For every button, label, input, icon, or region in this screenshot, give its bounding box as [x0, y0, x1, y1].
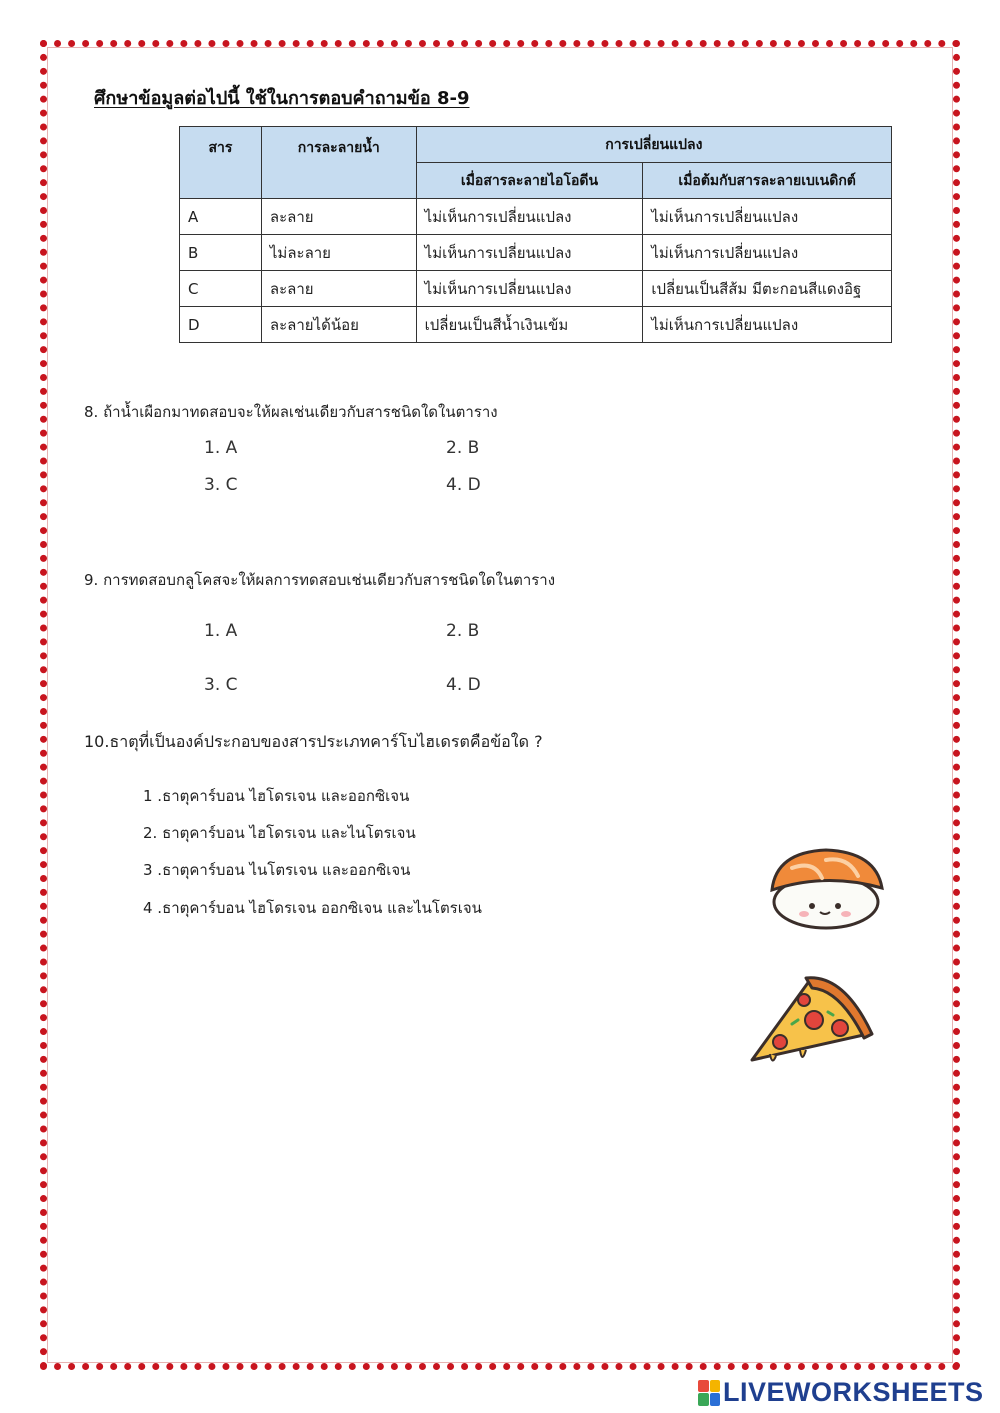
question-9: 9. การทดสอบกลูโคสจะให้ผลการทดสอบเช่นเดียวกับสารชนิดใดในตาราง [84, 571, 556, 589]
q8-option-2[interactable]: 2. B [446, 438, 480, 458]
q9-option-3[interactable]: 3. C [204, 675, 238, 695]
logo-badge-icon [698, 1380, 720, 1406]
brand-name: LIVEWORKSHEETS [723, 1377, 984, 1407]
table-row [180, 307, 892, 343]
table-row [180, 235, 892, 271]
question-10: 10.ธาตุที่เป็นองค์ประกอบของสารประเภทคาร์โบไฮเดรตคือข้อใด ? [84, 732, 543, 751]
q10-option-1[interactable]: 1 .ธาตุคาร์บอน ไฮโดรเจน และออกซิเจน [143, 787, 410, 805]
cell-solubility: ละลาย [261, 199, 416, 235]
cell-benedict: เปลี่ยนเป็นสีส้ม มีตะกอนสีแดงอิฐ [643, 271, 892, 307]
liveworksheets-logo [698, 1377, 984, 1408]
cell-benedict: ไม่เห็นการเปลี่ยนแปลง [643, 199, 892, 235]
cell-substance: B [180, 235, 262, 271]
instruction-heading: ศึกษาข้อมูลต่อไปนี้ ใช้ในการตอบคำถามข้อ 8-9 [94, 88, 470, 109]
q9-option-4[interactable]: 4. D [446, 675, 481, 695]
cell-iodine: ไม่เห็นการเปลี่ยนแปลง [416, 199, 643, 235]
header-solubility: การละลายน้ำ [261, 127, 416, 199]
q10-option-2[interactable]: 2. ธาตุคาร์บอน ไฮโดรเจน และไนโตรเจน [143, 824, 416, 842]
cell-substance: C [180, 271, 262, 307]
q8-option-1[interactable]: 1. A [204, 438, 238, 458]
q8-option-4[interactable]: 4. D [446, 475, 481, 495]
header-change: การเปลี่ยนแปลง [416, 127, 891, 163]
cell-solubility: ไม่ละลาย [261, 235, 416, 271]
cell-iodine: เปลี่ยนเป็นสีน้ำเงินเข้ม [416, 307, 643, 343]
table-row [180, 199, 892, 235]
pizza-illustration [740, 972, 876, 1072]
q8-option-3[interactable]: 3. C [204, 475, 238, 495]
question-8: 8. ถ้าน้ำเผือกมาทดสอบจะให้ผลเช่นเดียวกับสารชนิดใดในตาราง [84, 403, 498, 421]
header-substance: สาร [180, 127, 262, 199]
q10-option-4[interactable]: 4 .ธาตุคาร์บอน ไฮโดรเจน ออกซิเจน และไนโตรเจน [143, 899, 482, 917]
cell-iodine: ไม่เห็นการเปลี่ยนแปลง [416, 235, 643, 271]
q9-option-1[interactable]: 1. A [204, 621, 238, 641]
cell-solubility: ละลายได้น้อย [261, 307, 416, 343]
table-row [180, 271, 892, 307]
cell-substance: A [180, 199, 262, 235]
cell-benedict: ไม่เห็นการเปลี่ยนแปลง [643, 307, 892, 343]
header-iodine: เมื่อสารละลายไอโอดีน [416, 163, 643, 199]
cell-substance: D [180, 307, 262, 343]
cell-solubility: ละลาย [261, 271, 416, 307]
q9-option-2[interactable]: 2. B [446, 621, 480, 641]
cell-iodine: ไม่เห็นการเปลี่ยนแปลง [416, 271, 643, 307]
header-benedict: เมื่อต้มกับสารละลายเบเนดิกต์ [643, 163, 892, 199]
data-table [179, 126, 892, 343]
cell-benedict: ไม่เห็นการเปลี่ยนแปลง [643, 235, 892, 271]
sushi-illustration [762, 842, 890, 934]
q10-option-3[interactable]: 3 .ธาตุคาร์บอน ไนโตรเจน และออกซิเจน [143, 861, 411, 879]
